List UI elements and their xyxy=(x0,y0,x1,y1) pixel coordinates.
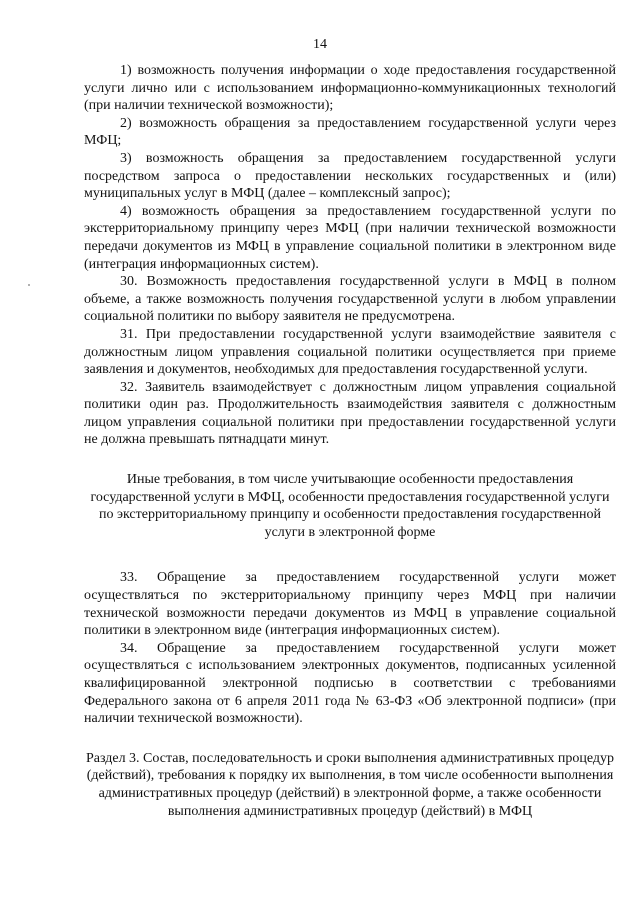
paragraph-32: 32. Заявитель взаимодействует с должностным лицом управления социальной политики один раз. Продолжительность взаимодействия заявителя с должностным лицом управления социальной политики при предоставлении государственной услуги не должна превышать пятнадцати минут. xyxy=(84,379,616,448)
document-body xyxy=(84,62,616,820)
paragraph-item-3: 3) возможность обращения за предоставлением государственной услуги посредством запроса о предоставлении нескольких государственных и (или) муниципальных услуг в МФЦ (далее – комплексный запрос); xyxy=(84,150,616,202)
paragraph-33: 33. Обращение за предоставлением государственной услуги может осуществляться по экстерриториальному принципу через МФЦ при наличии технической возможности передачи документов из МФЦ в управление социальной политики в электронном виде (интеграция информационных систем). xyxy=(84,570,616,639)
paragraph-item-4: 4) возможность обращения за предоставлением государственной услуги по экстерриториальному принципу через МФЦ (при наличии технической возможности передачи документов из МФЦ в управление социальной политики в электронном виде (интеграция информационных систем). xyxy=(84,203,616,272)
paragraph-item-2: 2) возможность обращения за предоставлением государственной услуги через МФЦ; xyxy=(84,115,616,149)
section-heading-other-requirements: Иные требования, в том числе учитывающие особенности предоставления государственной услуги в МФЦ, особенности предоставления государственной услуги по экстерриториальному принципу и особенности предоставления государственной услуги в электронной форме xyxy=(90,472,610,540)
paragraph-item-1: 1) возможность получения информации о ходе предоставления государственной услуги лично или с использованием информационно-коммуникационных технологий (при наличии технической возможности); xyxy=(84,63,616,114)
page-number: 14 xyxy=(313,37,327,52)
section-3-heading: Раздел 3. Состав, последовательность и сроки выполнения административных процедур (действий), требования к порядку их выполнения, в том числе особенности выполнения административных процедур (действий) в электронной форме, а также особенности выполнения административных процедур (действий) в МФЦ xyxy=(85,750,615,819)
paragraph-34: 34. Обращение за предоставлением государственной услуги может осуществляться с использованием электронных документов, подписанных усиленной квалифицированной электронной подписью в соответствии с требованиями Федерального закона от 6 апреля 2011 года № 63-ФЗ «Об электронной подписи» (при наличии технической возможности). xyxy=(84,640,616,727)
paragraph-30: 30. Возможность предоставления государственной услуги в МФЦ в полном объеме, а также возможность получения государственной услуги в любом управлении социальной политики по выбору заявителя не предусмотрена. xyxy=(84,274,616,325)
paragraph-31: 31. При предоставлении государственной услуги взаимодействие заявителя с должностным лицом управления социальной политики осуществляется при приеме заявления и документов, необходимых для предоставления государственной услуги. xyxy=(84,326,616,378)
scan-speck xyxy=(28,284,30,286)
